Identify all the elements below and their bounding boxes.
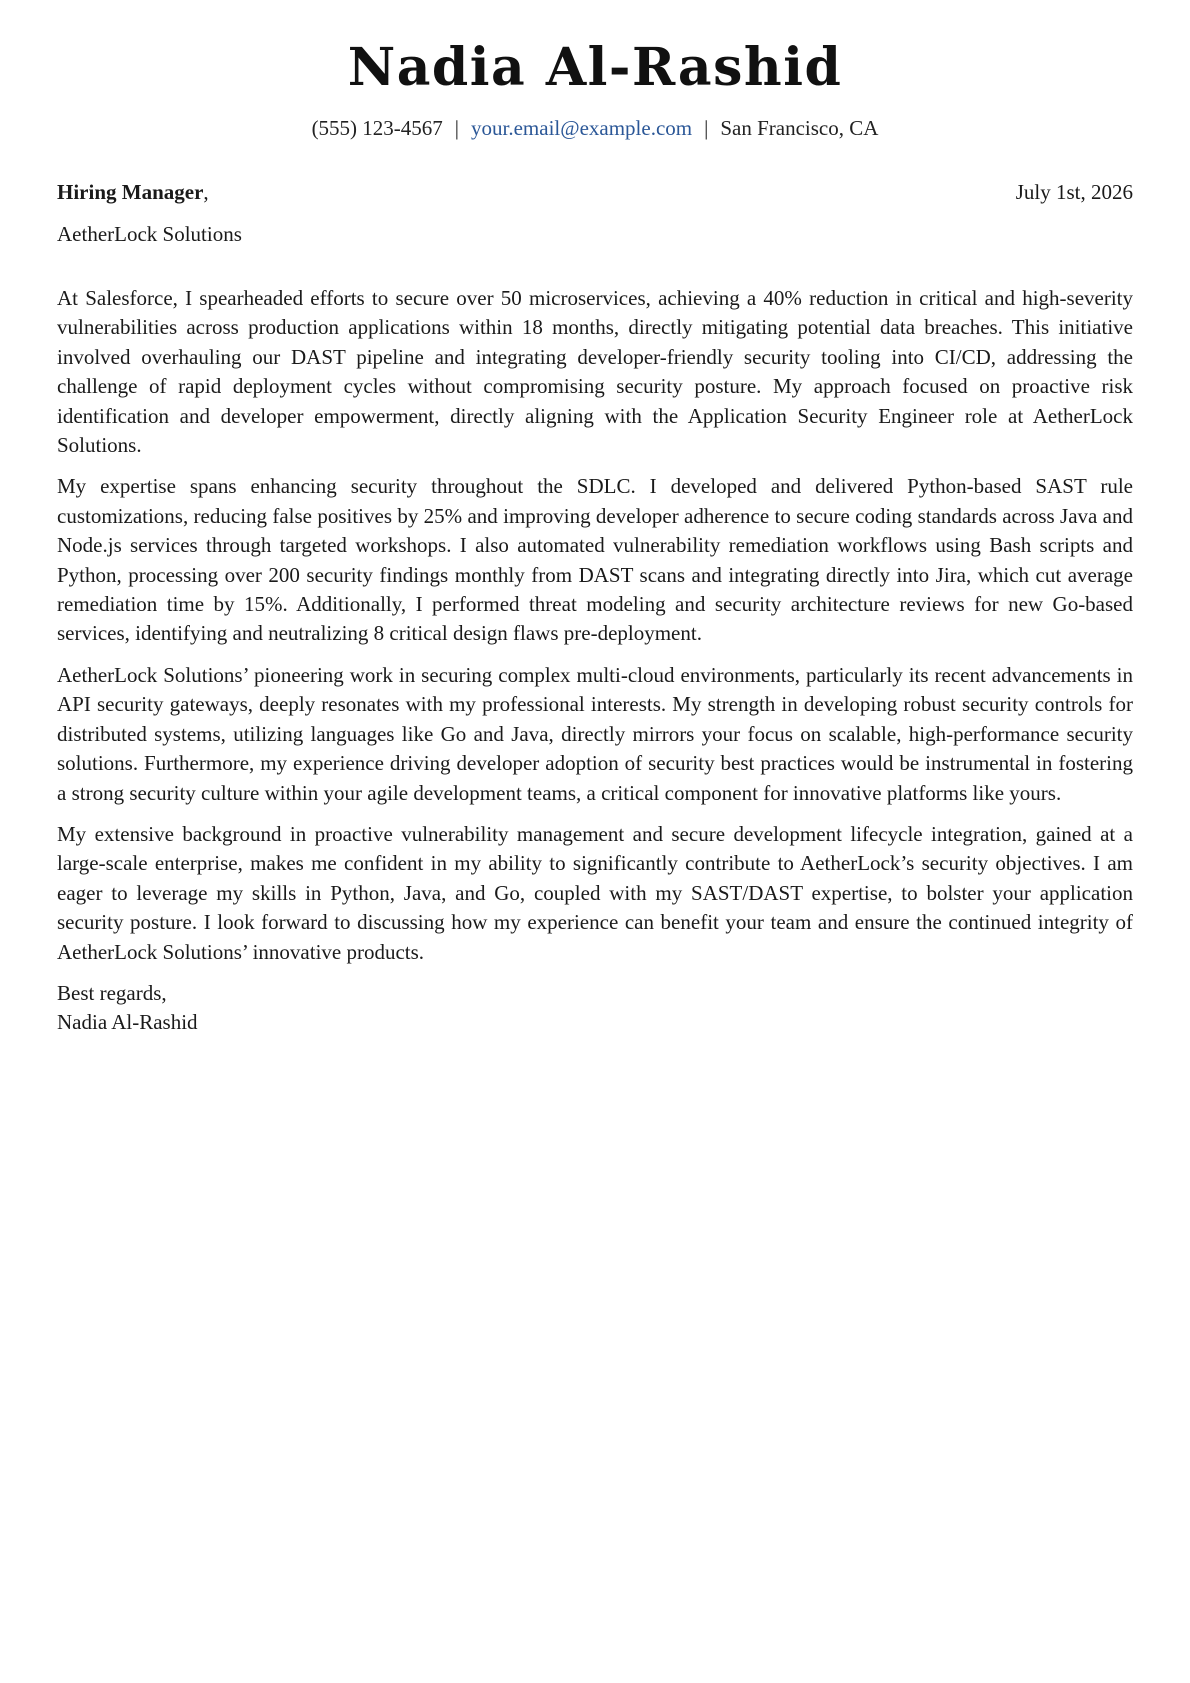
- recipient-title: Hiring Manager: [57, 180, 204, 204]
- recipient-salutation: [57, 180, 209, 205]
- email-link[interactable]: your.email@example.com: [471, 116, 693, 140]
- location: San Francisco, CA: [720, 116, 879, 140]
- letter-date: July 1st, 2026: [1015, 180, 1133, 204]
- contact-separator: |: [704, 116, 709, 140]
- closing-salutation: Best regards,: [57, 980, 167, 1005]
- contact-line: [0, 116, 1190, 141]
- recipient-company: AetherLock Solutions: [57, 222, 242, 246]
- applicant-name: Nadia Al-Rashid: [347, 37, 843, 98]
- letter-body: [57, 284, 1133, 1038]
- signature-name: Nadia Al-Rashid: [57, 1010, 198, 1035]
- body-paragraph: My expertise spans enhancing security throughout the SDLC. I developed and delivered Python-based SAST rule customizations, reducing false positives by 25% and improving developer adherence to secure coding standards across Java and Node.js services through targeted workshops. I also automated vulnerability remediation workflows using Bash scripts and Python, processing over 200 security findings monthly from DAST scans and integrating directly into Jira, which cut average remediation time by 15%. Additionally, I performed threat modeling and security architecture reviews for new Go-based services, identifying and neutralizing 8 critical design flaws pre-deployment.: [57, 474, 1133, 646]
- letter-closing: [57, 979, 1133, 1038]
- recipient-title-suffix: ,: [203, 180, 209, 204]
- recipient-row: [57, 180, 1133, 205]
- phone-number: (555) 123-4567: [311, 116, 443, 140]
- body-paragraph: My extensive background in proactive vulnerability management and secure development lifecycle integration, gained at a large-scale enterprise, makes me confident in my ability to significantly contribute to AetherLock’s security objectives. I am eager to leverage my skills in Python, Java, and Go, coupled with my SAST/DAST expertise, to bolster your application security posture. I look forward to discussing how my experience can benefit your team and ensure the continued integrity of AetherLock Solutions’ innovative products.: [57, 821, 1133, 964]
- body-paragraph: At Salesforce, I spearheaded efforts to secure over 50 microservices, achieving a 40% reduction in critical and high-severity vulnerabilities across production applications within 18 months, directly mitigating potential data breaches. This initiative involved overhauling our DAST pipeline and integrating developer-friendly security tooling into CI/CD, addressing the challenge of rapid deployment cycles without compromising security posture. My approach focused on proactive risk identification and developer empowerment, directly aligning with the Application Security Engineer role at AetherLock Solutions.: [57, 286, 1133, 458]
- body-paragraph: AetherLock Solutions’ pioneering work in securing complex multi-cloud environments, particularly its recent advancements in API security gateways, deeply resonates with my professional interests. My strength in developing robust security controls for distributed systems, utilizing languages like Go and Java, directly mirrors your focus on scalable, high-performance security solutions. Furthermore, my experience driving developer adoption of security best practices would be instrumental in fostering a strong security culture within your agile development teams, a critical component for innovative platforms like yours.: [57, 662, 1133, 805]
- contact-separator: |: [454, 116, 460, 140]
